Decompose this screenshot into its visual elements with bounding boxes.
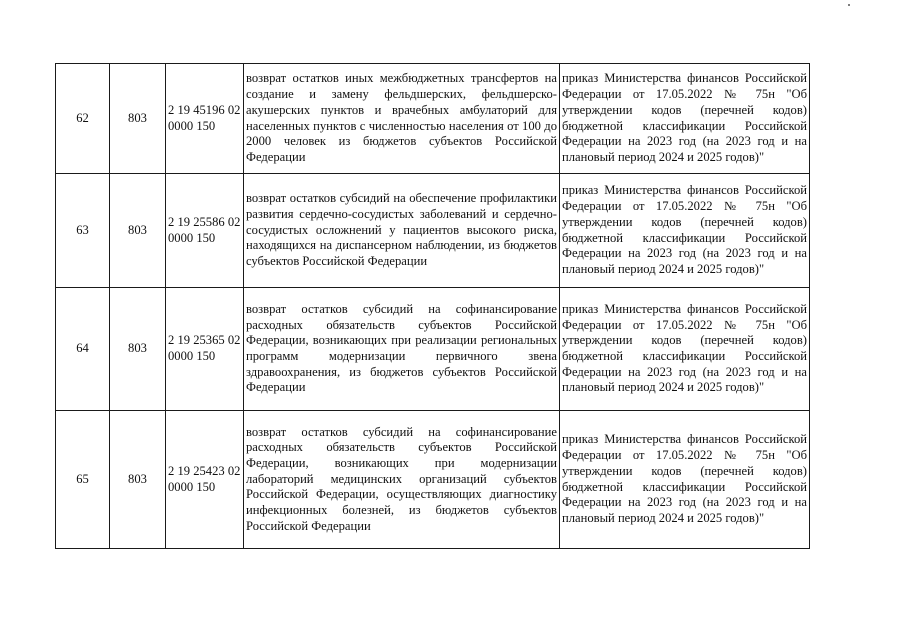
kbk-code-cell: 2 19 45196 02 0000 150 bbox=[166, 64, 244, 174]
row-number-cell: 64 bbox=[56, 288, 110, 411]
kbk-code-cell: 2 19 25423 02 0000 150 bbox=[166, 411, 244, 549]
kbk-code-cell: 2 19 25586 02 0000 150 bbox=[166, 174, 244, 288]
table-row bbox=[56, 288, 810, 411]
legal-basis-cell: приказ Министерства финансов Российской Федерации от 17.05.2022 № 75н "Об утверждении кодов (перечней кодов) бюджетной классификации Российской Федерации на 2023 год (на 2023 год и на плановый период 2024 и 2025 годов)" bbox=[560, 411, 810, 549]
legal-basis-cell: приказ Министерства финансов Российской Федерации от 17.05.2022 № 75н "Об утверждении кодов (перечней кодов) бюджетной классификации Российской Федерации на 2023 год (на 2023 год и на плановый период 2024 и 2025 годов)" bbox=[560, 288, 810, 411]
row-number-cell: 65 bbox=[56, 411, 110, 549]
row-number-cell: 62 bbox=[56, 64, 110, 174]
legal-basis-cell: приказ Министерства финансов Российской Федерации от 17.05.2022 № 75н "Об утверждении кодов (перечней кодов) бюджетной классификации Российской Федерации на 2023 год (на 2023 год и на плановый период 2024 и 2025 годов)" bbox=[560, 64, 810, 174]
description-cell: возврат остатков субсидий на софинансирование расходных обязательств субъектов Российской Федерации, возникающих при модернизации лабораторий медицинских организаций субъектов Российской Федерации, осуществляющих диагностику инфекционных болезней, из бюджетов субъектов Российской Федерации bbox=[244, 411, 560, 549]
table-row bbox=[56, 174, 810, 288]
kbk-code-cell: 2 19 25365 02 0000 150 bbox=[166, 288, 244, 411]
budget-codes-table bbox=[55, 63, 810, 549]
admin-code-cell: 803 bbox=[110, 174, 166, 288]
legal-basis-cell: приказ Министерства финансов Российской Федерации от 17.05.2022 № 75н "Об утверждении кодов (перечней кодов) бюджетной классификации Российской Федерации на 2023 год (на 2023 год и на плановый период 2024 и 2025 годов)" bbox=[560, 174, 810, 288]
description-cell: возврат остатков иных межбюджетных трансфертов на создание и замену фельдшерских, фельдшерско-акушерских пунктов и врачебных амбулаторий для населенных пунктов с численностью населения от 100 до 2000 человек из бюджетов субъектов Российской Федерации bbox=[244, 64, 560, 174]
admin-code-cell: 803 bbox=[110, 64, 166, 174]
description-cell: возврат остатков субсидий на обеспечение профилактики развития сердечно-сосудистых заболеваний и сердечно-сосудистых осложнений у пациентов высокого риска, находящихся на диспансерном наблюдении, из бюджетов субъектов Российской Федерации bbox=[244, 174, 560, 288]
description-cell: возврат остатков субсидий на софинансирование расходных обязательств субъектов Российской Федерации, возникающих при реализации региональных программ модернизации первичного звена здравоохранения, из бюджетов субъектов Российской Федерации bbox=[244, 288, 560, 411]
table-row bbox=[56, 411, 810, 549]
table-row bbox=[56, 64, 810, 174]
admin-code-cell: 803 bbox=[110, 411, 166, 549]
row-number-cell: 63 bbox=[56, 174, 110, 288]
admin-code-cell: 803 bbox=[110, 288, 166, 411]
page-speck bbox=[848, 4, 850, 6]
